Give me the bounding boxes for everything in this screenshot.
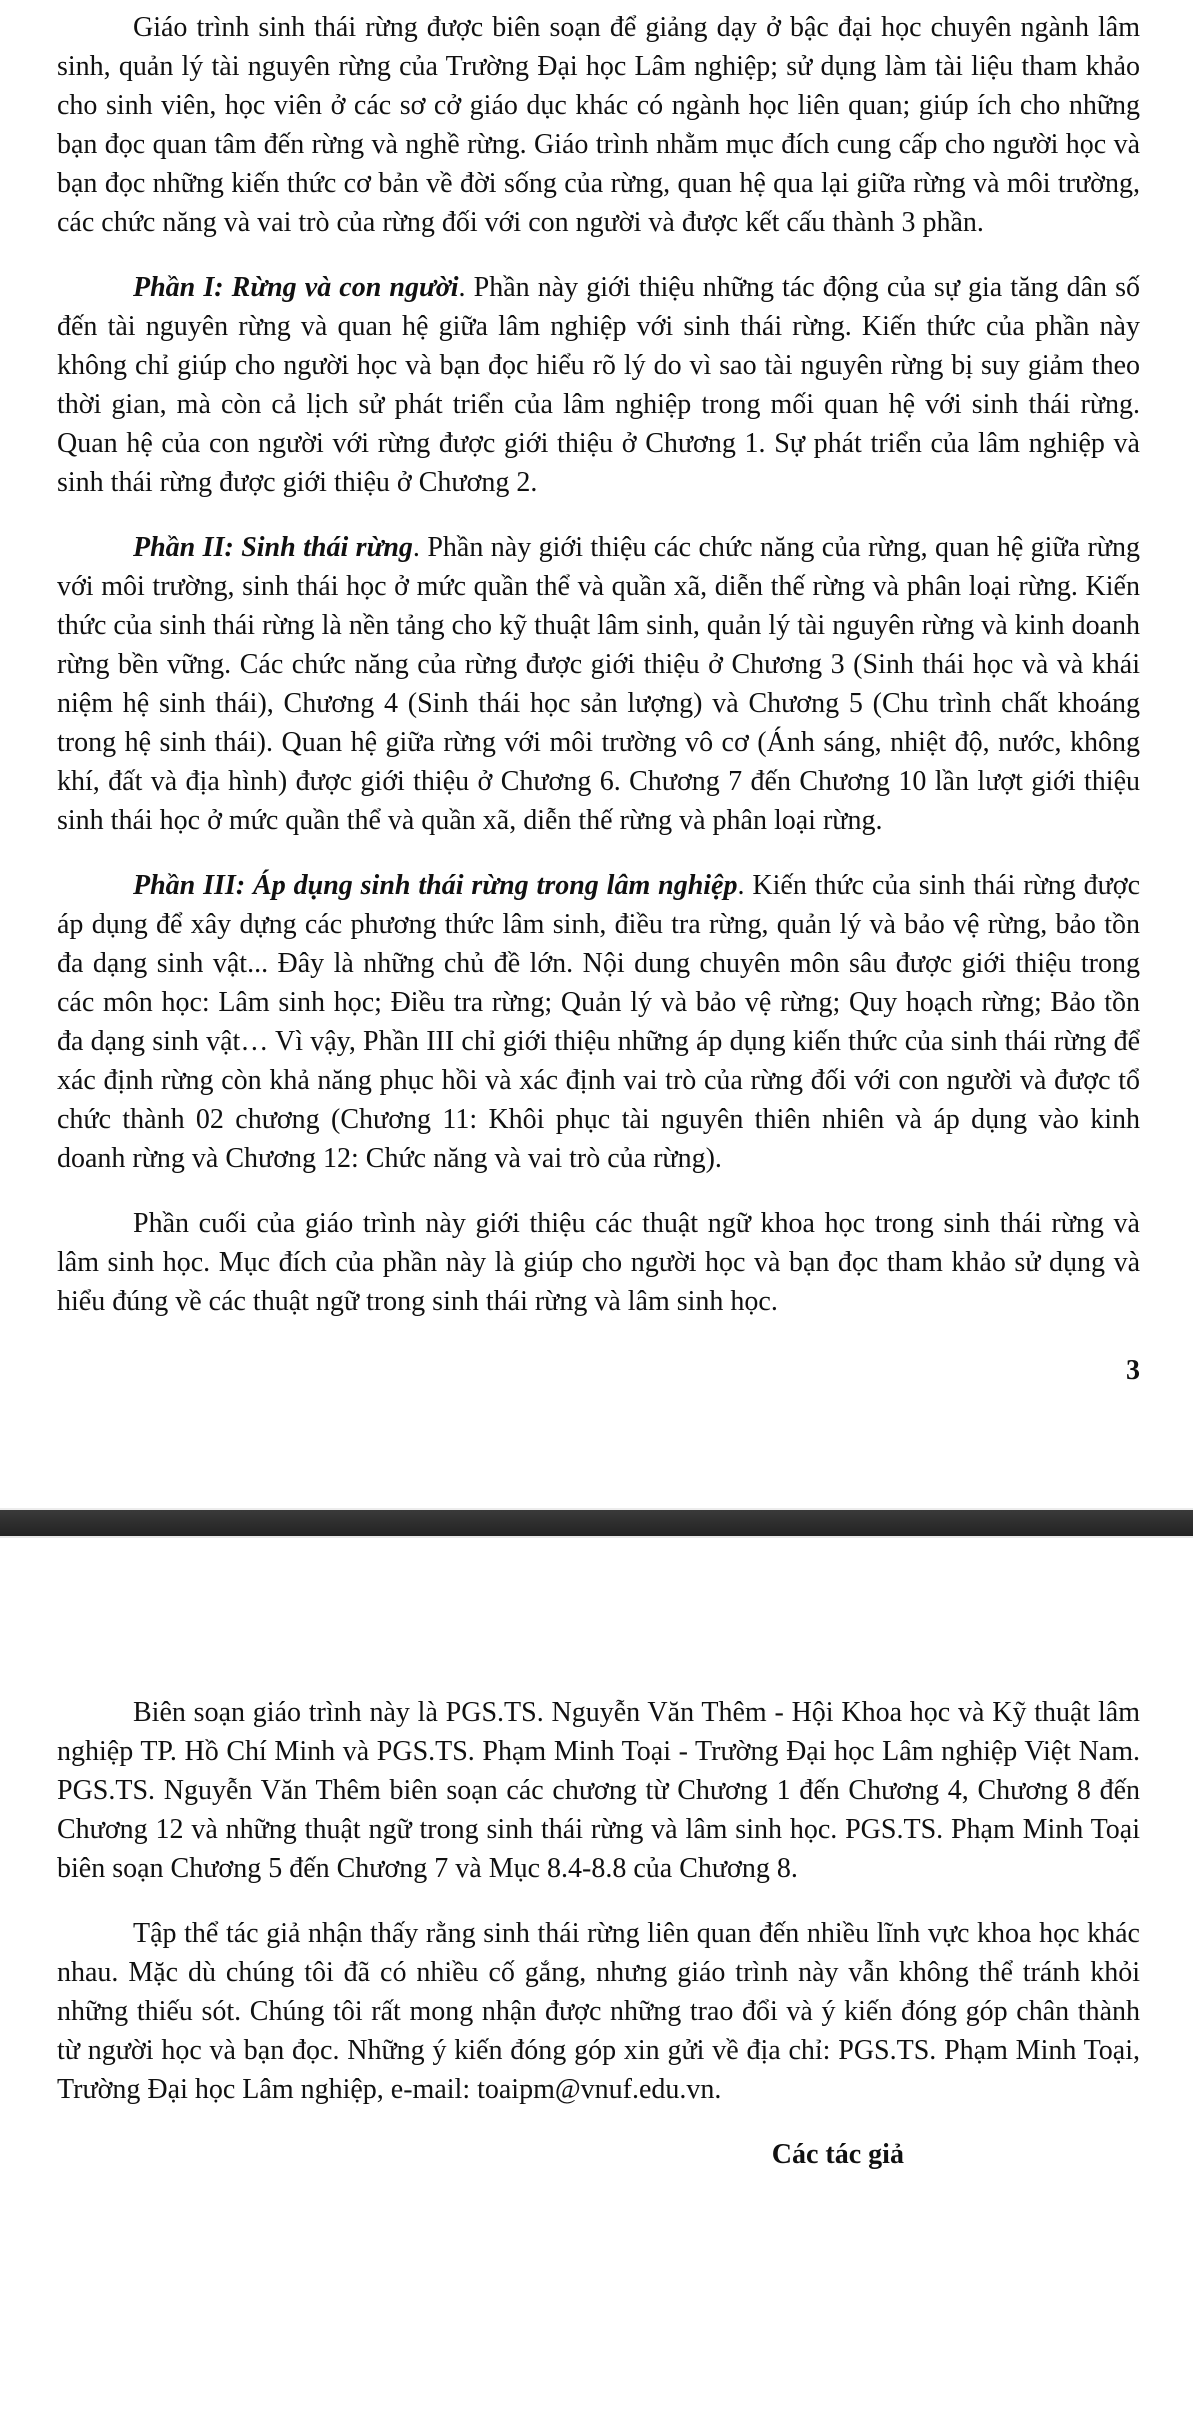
paragraph bbox=[57, 528, 1140, 840]
paragraph bbox=[57, 1914, 1140, 2109]
paragraph-text: Giáo trình sinh thái rừng được biên soạn để giảng dạy ở bậc đại học chuyên ngành lâm sinh, quản lý tài nguyên rừng của Trường Đại học Lâm nghiệp; sử dụng làm tài liệu tham khảo cho sinh viên, học viên ở các sơ cở giáo dục khác có ngành học liên quan; giúp ích cho những bạn đọc quan tâm đến rừng và nghề rừng. Giáo trình nhằm mục đích cung cấp cho người học và bạn đọc những kiến thức cơ bản về đời sống của rừng, quan hệ qua lại giữa rừng và môi trường, các chức năng và vai trò của rừng đối với con người và được kết cấu thành 3 phần. bbox=[57, 12, 1140, 238]
section-heading-part-3: Phần III: Áp dụng sinh thái rừng trong lâm nghiệp bbox=[133, 870, 738, 901]
paragraph bbox=[57, 1693, 1140, 1888]
paragraph bbox=[57, 1204, 1140, 1321]
paragraph-text: . Phần này giới thiệu những tác động của sự gia tăng dân số đến tài nguyên rừng và quan hệ giữa lâm nghiệp với sinh thái rừng. Kiến thức của phần này không chỉ giúp cho người học và bạn đọc hiểu rõ lý do vì sao tài nguyên rừng bị suy giảm theo thời gian, mà còn cả lịch sử phát triển của lâm nghiệp trong mối quan hệ với sinh thái rừng. Quan hệ của con người với rừng được giới thiệu ở Chương 1. Sự phát triển của lâm nghiệp và sinh thái rừng được giới thiệu ở Chương 2. bbox=[57, 272, 1140, 498]
paragraph-text: Phần cuối của giáo trình này giới thiệu các thuật ngữ khoa học trong sinh thái rừng và lâm sinh học. Mục đích của phần này là giúp cho người học và bạn đọc tham khảo sử dụng và hiểu đúng về các thuật ngữ trong sinh thái rừng và lâm sinh học. bbox=[57, 1208, 1140, 1317]
paragraph-text: . Kiến thức của sinh thái rừng được áp dụng để xây dựng các phương thức lâm sinh, điều tra rừng, quản lý và bảo vệ rừng, bảo tồn đa dạng sinh vật... Đây là những chủ đề lớn. Nội dung chuyên môn sâu được giới thiệu trong các môn học: Lâm sinh học; Điều tra rừng; Quản lý và bảo vệ rừng; Quy hoạch rừng; Bảo tồn đa dạng sinh vật… Vì vậy, Phần III chỉ giới thiệu những áp dụng kiến thức của sinh thái rừng để xác định rừng còn khả năng phục hồi và xác định vai trò của rừng đối với con người và được tổ chức thành 02 chương (Chương 11: Khôi phục tài nguyên thiên nhiên và áp dụng vào kinh doanh rừng và Chương 12: Chức năng và vai trò của rừng). bbox=[57, 870, 1140, 1174]
paragraph bbox=[57, 268, 1140, 502]
paragraph-text: . Phần này giới thiệu các chức năng của rừng, quan hệ giữa rừng với môi trường, sinh thái học ở mức quần thể và quần xã, diễn thế rừng và phân loại rừng. Kiến thức của sinh thái rừng là nền tảng cho kỹ thuật lâm sinh, quản lý tài nguyên rừng và kinh doanh rừng bền vững. Các chức năng của rừng được giới thiệu ở Chương 3 (Sinh thái học và và khái niệm hệ sinh thái), Chương 4 (Sinh thái học sản lượng) và Chương 5 (Chu trình chất khoáng trong hệ sinh thái). Quan hệ giữa rừng với môi trường vô cơ (Ánh sáng, nhiệt độ, nước, không khí, đất và địa hình) được giới thiệu ở Chương 6. Chương 7 đến Chương 10 lần lượt giới thiệu sinh thái học ở mức quần thể và quần xã, diễn thế rừng và phân loại rừng. bbox=[57, 532, 1140, 836]
page-number: 3 bbox=[1126, 1355, 1140, 1386]
paragraph bbox=[57, 8, 1140, 242]
paragraph-text: Tập thể tác giả nhận thấy rằng sinh thái rừng liên quan đến nhiều lĩnh vực khoa học khác nhau. Mặc dù chúng tôi đã có nhiều cố gắng, nhưng giáo trình này vẫn không thể tránh khỏi những thiếu sót. Chúng tôi rất mong nhận được những trao đổi và ý kiến đóng góp chân thành từ người học và bạn đọc. Những ý kiến đóng góp xin gửi về địa chỉ: PGS.TS. Phạm Minh Toại, Trường Đại học Lâm nghiệp, e-mail: toaipm@vnuf.edu.vn. bbox=[57, 1918, 1140, 2105]
section-heading-part-2: Phần II: Sinh thái rừng bbox=[133, 532, 413, 563]
page-4 bbox=[0, 1538, 1193, 2188]
authors-signature: Các tác giả bbox=[771, 2139, 904, 2170]
paragraph-text: Biên soạn giáo trình này là PGS.TS. Nguyễn Văn Thêm - Hội Khoa học và Kỹ thuật lâm nghiệp TP. Hồ Chí Minh và PGS.TS. Phạm Minh Toại - Trường Đại học Lâm nghiệp Việt Nam. PGS.TS. Nguyễn Văn Thêm biên soạn các chương từ Chương 1 đến Chương 4, Chương 8 đến Chương 12 và những thuật ngữ trong sinh thái rừng và lâm sinh học. PGS.TS. Phạm Minh Toại biên soạn Chương 5 đến Chương 7 và Mục 8.4-8.8 của Chương 8. bbox=[57, 1697, 1140, 1884]
paragraph bbox=[57, 866, 1140, 1178]
section-heading-part-1: Phần I: Rừng và con người bbox=[133, 272, 459, 303]
page-separator bbox=[0, 1508, 1193, 1538]
